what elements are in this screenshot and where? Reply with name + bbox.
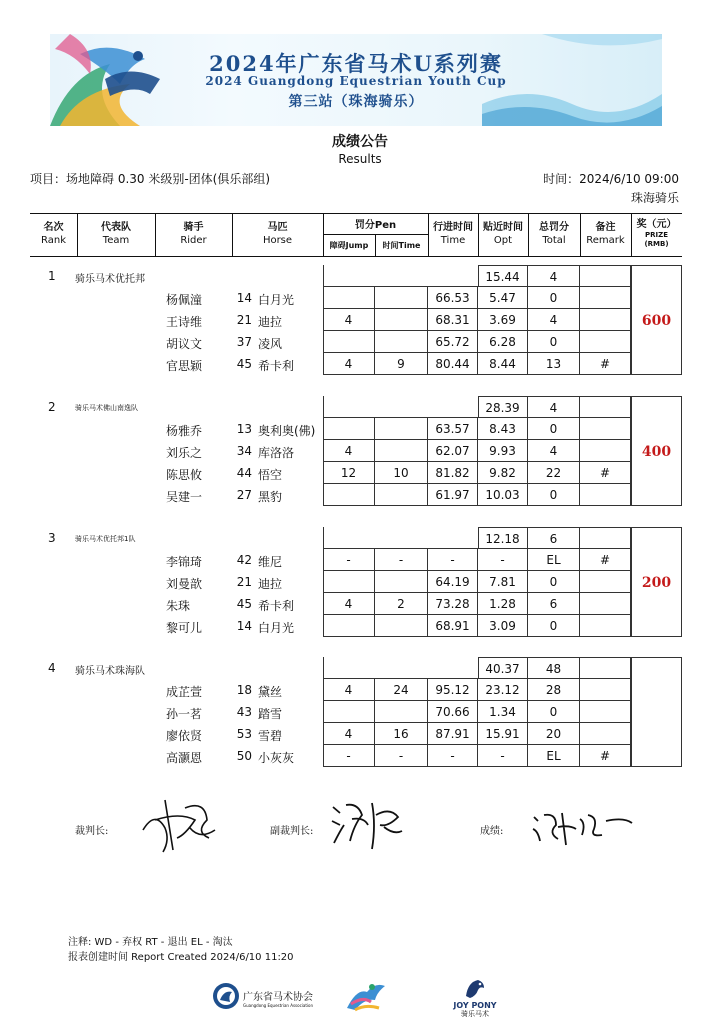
cell-jump — [323, 287, 375, 309]
cell-time: 66.53 — [428, 287, 478, 309]
prize-cell — [631, 657, 682, 767]
cell-opt: 10.03 — [478, 484, 528, 506]
cell-remark — [580, 331, 631, 353]
deputy-judge-label: 副裁判长: — [270, 826, 314, 837]
prize-cell: 600 — [631, 265, 682, 375]
rider-name: 廖依贤 — [166, 729, 203, 743]
rider-name: 高灏恩 — [166, 751, 203, 765]
cell-remark — [580, 679, 631, 701]
cell-jump — [323, 331, 375, 353]
horse-name: 凌风 — [258, 337, 283, 351]
header-jump: 障碍Jump — [329, 241, 369, 250]
team-name: 骑乐马术珠海队 — [75, 666, 145, 677]
horse-name: 白月光 — [258, 293, 295, 307]
team-rank: 1 — [48, 269, 56, 283]
cell-jump: 4 — [323, 440, 375, 462]
event-banner — [50, 34, 662, 126]
header-horse: 马匹 Horse — [262, 222, 293, 246]
cell-timepen: 10 — [375, 462, 428, 484]
header-top-rule — [30, 213, 682, 214]
association-name-en: Guangdong Equestrian Association — [243, 1003, 313, 1008]
cell-timepen — [375, 309, 428, 331]
team-summary-left-border — [478, 527, 479, 549]
cell-time: - — [428, 745, 478, 767]
header-remark: 备注 Remark — [586, 222, 625, 246]
cell-opt: 7.81 — [478, 571, 528, 593]
cell-opt: 9.93 — [478, 440, 528, 462]
team-remark-cell — [580, 657, 631, 679]
cell-time: 68.91 — [428, 615, 478, 637]
cell-total: 0 — [528, 615, 580, 637]
cell-remark: # — [580, 745, 631, 767]
header-team: 代表队 Team — [101, 222, 131, 246]
cell-timepen — [375, 418, 428, 440]
team-rank: 2 — [48, 400, 56, 414]
cell-timepen — [375, 331, 428, 353]
cell-jump: 4 — [323, 309, 375, 331]
header-time: 行进时间 Time — [433, 222, 473, 246]
cell-jump: 12 — [323, 462, 375, 484]
team-total-cell: 4 — [528, 265, 580, 287]
team-name: 骑乐马术优托邦 — [75, 274, 145, 285]
rider-name: 孙一茗 — [166, 707, 203, 721]
cell-jump: 4 — [323, 593, 375, 615]
header-rank: 名次 Rank — [41, 222, 66, 246]
chief-judge-label: 裁判长: — [75, 826, 109, 837]
horse-name: 白月光 — [258, 621, 295, 635]
header-prize: 奖（元） PRIZE (RMB) — [636, 219, 677, 248]
banner-stage: 第三站（珠海骑乐） — [288, 94, 424, 110]
horse-number: 34 — [236, 444, 252, 458]
cell-opt: 1.34 — [478, 701, 528, 723]
cell-remark — [580, 418, 631, 440]
page-title: 成绩公告 — [332, 134, 388, 150]
header-pen: 罚分Pen — [354, 220, 397, 231]
horse-number: 21 — [236, 575, 252, 589]
notes-report-created: 报表创建时间 Report Created 2024/6/10 11:20 — [68, 952, 294, 963]
horse-number: 37 — [236, 335, 252, 349]
team-rank: 4 — [48, 661, 56, 675]
cell-jump — [323, 418, 375, 440]
cell-remark — [580, 571, 631, 593]
prize-cell: 200 — [631, 527, 682, 637]
event-venue: 珠海骑乐 — [630, 191, 679, 205]
cell-opt: 1.28 — [478, 593, 528, 615]
event-label: 项目：场地障碍 0.30 米级别-团体(俱乐部组) — [30, 172, 271, 186]
team-summary-left-border — [478, 396, 479, 418]
horse-number: 13 — [236, 422, 252, 436]
cell-timepen: 24 — [375, 679, 428, 701]
cell-total: 22 — [528, 462, 580, 484]
horse-number: 27 — [236, 488, 252, 502]
cell-timepen — [375, 571, 428, 593]
cell-opt: 23.12 — [478, 679, 528, 701]
joy-pony-name: JOY PONY — [453, 1001, 497, 1010]
rider-name: 胡议文 — [166, 337, 203, 351]
cell-timepen: 16 — [375, 723, 428, 745]
cell-total: 0 — [528, 331, 580, 353]
cell-time: 70.66 — [428, 701, 478, 723]
cell-timepen — [375, 440, 428, 462]
horse-name: 库洛洛 — [258, 446, 295, 460]
notes — [68, 935, 294, 965]
rider-name: 刘曼歆 — [166, 577, 203, 591]
horse-number: 14 — [236, 619, 252, 633]
horse-name: 悟空 — [258, 468, 283, 482]
cell-total: 0 — [528, 287, 580, 309]
cell-opt: 15.91 — [478, 723, 528, 745]
cell-opt: 8.44 — [478, 353, 528, 375]
cell-total: 0 — [528, 571, 580, 593]
cell-time: 73.28 — [428, 593, 478, 615]
horse-number: 44 — [236, 466, 252, 480]
horse-name: 奥利奥(佛) — [258, 424, 316, 438]
cell-opt: 9.82 — [478, 462, 528, 484]
team-opt-cell: 12.18 — [478, 527, 528, 549]
cell-opt: 3.09 — [478, 615, 528, 637]
cell-opt: - — [478, 549, 528, 571]
rider-name: 官思颖 — [166, 359, 203, 373]
horse-number: 18 — [236, 683, 252, 697]
horse-name: 希卡利 — [258, 599, 295, 613]
cell-total: 20 — [528, 723, 580, 745]
team-remark-cell — [580, 396, 631, 418]
cell-total: 4 — [528, 309, 580, 331]
header-total: 总罚分 Total — [539, 222, 569, 246]
cell-time: 62.07 — [428, 440, 478, 462]
cell-remark — [580, 440, 631, 462]
header-bottom-rule — [30, 256, 682, 257]
cell-timepen: 9 — [375, 353, 428, 375]
joy-pony-name-cn: 骑乐马术 — [461, 1010, 489, 1018]
horse-name: 迪拉 — [258, 577, 283, 591]
cell-time: 95.12 — [428, 679, 478, 701]
team-opt-cell: 15.44 — [478, 265, 528, 287]
horse-number: 42 — [236, 553, 252, 567]
team-name: 骑乐马术优托邦1队 — [75, 535, 136, 543]
cell-time: 80.44 — [428, 353, 478, 375]
event-time: 时间：2024/6/10 09:00 — [543, 172, 679, 186]
cell-remark — [580, 593, 631, 615]
cell-opt: 8.43 — [478, 418, 528, 440]
cell-remark — [580, 723, 631, 745]
horse-number: 50 — [236, 749, 252, 763]
team-opt-cell: 40.37 — [478, 657, 528, 679]
cell-time: - — [428, 549, 478, 571]
cell-timepen — [375, 701, 428, 723]
cell-jump — [323, 701, 375, 723]
joy-pony-logo-icon — [462, 976, 488, 1000]
cell-total: 28 — [528, 679, 580, 701]
cell-timepen — [375, 484, 428, 506]
header-time-pen: 时间Time — [382, 241, 421, 250]
cell-time: 87.91 — [428, 723, 478, 745]
rider-name: 陈思攸 — [166, 468, 203, 482]
team-remark-cell — [580, 265, 631, 287]
cell-remark: # — [580, 353, 631, 375]
cell-jump: - — [323, 549, 375, 571]
cell-jump: - — [323, 745, 375, 767]
cell-jump — [323, 484, 375, 506]
prize-cell: 400 — [631, 396, 682, 506]
deputy-judge-signature — [328, 795, 408, 855]
cell-total: 0 — [528, 418, 580, 440]
horse-number: 21 — [236, 313, 252, 327]
horse-name: 雪碧 — [258, 729, 283, 743]
team-total-cell: 4 — [528, 396, 580, 418]
cell-jump: 4 — [323, 723, 375, 745]
team-opt-cell: 28.39 — [478, 396, 528, 418]
horse-name: 迪拉 — [258, 315, 283, 329]
header-opt: 贴近时间 Opt — [483, 222, 523, 246]
cell-jump: 4 — [323, 353, 375, 375]
rider-name: 吴建一 — [166, 490, 203, 504]
association-logo-icon — [212, 982, 240, 1010]
team-remark-cell — [580, 527, 631, 549]
cell-opt: 6.28 — [478, 331, 528, 353]
rider-name: 杨佩潼 — [166, 293, 203, 307]
cell-total: EL — [528, 549, 580, 571]
cell-total: 13 — [528, 353, 580, 375]
cell-time: 81.82 — [428, 462, 478, 484]
cell-timepen — [375, 287, 428, 309]
banner-title-cn: 2024年广东省马术U系列赛 — [209, 51, 503, 76]
cell-time: 68.31 — [428, 309, 478, 331]
cell-time: 64.19 — [428, 571, 478, 593]
cell-remark — [580, 615, 631, 637]
cell-remark — [580, 309, 631, 331]
cell-remark — [580, 701, 631, 723]
cell-opt: - — [478, 745, 528, 767]
scorer-signature — [528, 805, 638, 850]
scorer-label: 成绩: — [480, 826, 504, 837]
cell-time: 63.57 — [428, 418, 478, 440]
cell-total: 0 — [528, 701, 580, 723]
association-name: 广东省马术协会 — [243, 992, 313, 1003]
cell-time: 65.72 — [428, 331, 478, 353]
rider-name: 成芷萱 — [166, 685, 203, 699]
header-rider: 骑手 Rider — [180, 222, 207, 246]
cell-total: EL — [528, 745, 580, 767]
cell-timepen — [375, 615, 428, 637]
team-total-cell: 6 — [528, 527, 580, 549]
cell-timepen: - — [375, 745, 428, 767]
cell-total: 6 — [528, 593, 580, 615]
team-summary-left-border — [478, 265, 479, 287]
cell-jump — [323, 615, 375, 637]
team-total-cell: 48 — [528, 657, 580, 679]
rider-name: 朱珠 — [166, 599, 191, 613]
horse-name: 黑豹 — [258, 490, 283, 504]
team-rank: 3 — [48, 531, 56, 545]
cell-remark — [580, 287, 631, 309]
horse-name: 黛丝 — [258, 685, 283, 699]
page-subtitle: Results — [338, 152, 382, 166]
rider-name: 李锦琦 — [166, 555, 203, 569]
cell-remark: # — [580, 462, 631, 484]
horse-number: 43 — [236, 705, 252, 719]
rider-name: 黎可儿 — [166, 621, 203, 635]
chief-judge-signature — [135, 790, 220, 860]
rider-name: 刘乐之 — [166, 446, 203, 460]
cell-remark — [580, 484, 631, 506]
cell-remark: # — [580, 549, 631, 571]
cell-jump — [323, 571, 375, 593]
equestrian-cup-logo-icon — [345, 978, 387, 1012]
cell-total: 0 — [528, 484, 580, 506]
cell-timepen: 2 — [375, 593, 428, 615]
cell-time: 61.97 — [428, 484, 478, 506]
horse-name: 小灰灰 — [258, 751, 295, 765]
rider-name: 王诗维 — [166, 315, 203, 329]
horse-name: 踏雪 — [258, 707, 283, 721]
cell-opt: 3.69 — [478, 309, 528, 331]
rider-name: 杨雅乔 — [166, 424, 203, 438]
cell-jump: 4 — [323, 679, 375, 701]
banner-title-en: 2024 Guangdong Equestrian Youth Cup — [205, 74, 507, 88]
team-name: 骑乐马术佛山南逸队 — [75, 404, 138, 412]
team-summary-left-border — [478, 657, 479, 679]
cell-total: 4 — [528, 440, 580, 462]
horse-number: 45 — [236, 597, 252, 611]
horse-number: 53 — [236, 727, 252, 741]
horse-name: 希卡利 — [258, 359, 295, 373]
notes-legend: 注释: WD - 弃权 RT - 退出 EL - 淘汰 — [68, 937, 233, 948]
horse-number: 14 — [236, 291, 252, 305]
cell-timepen: - — [375, 549, 428, 571]
horse-number: 45 — [236, 357, 252, 371]
cell-opt: 5.47 — [478, 287, 528, 309]
horse-name: 维尼 — [258, 555, 283, 569]
